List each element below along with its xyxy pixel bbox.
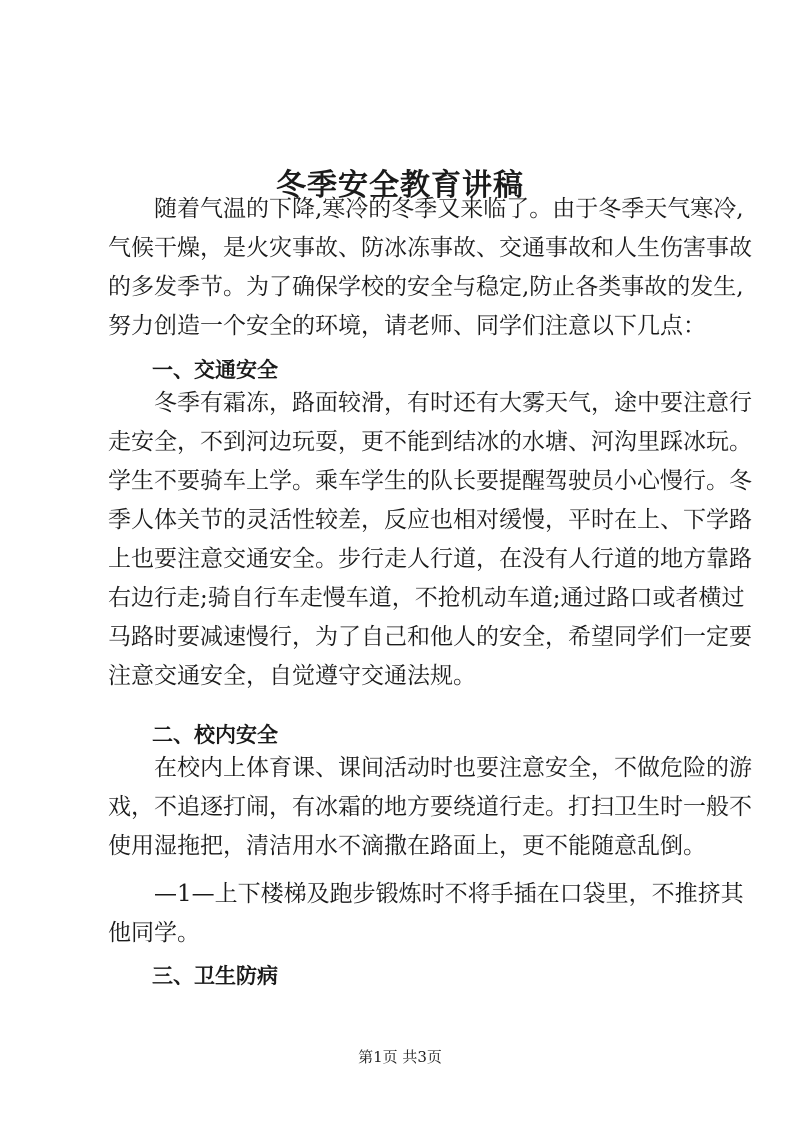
section-heading-hygiene: 三、卫生防病 [152, 963, 278, 988]
text-line: 上也要注意交通安全。步行走人行道，在没有人行道的地方靠路 [108, 546, 752, 572]
text-line: 气候干燥，是火灾事故、防冰冻事故、交通事故和人生伤害事故 [108, 235, 752, 261]
page-footer: 第1页 共3页 [358, 1048, 442, 1066]
text-line: 随着气温的下降,寒冷的冬季又来临了。由于冬季天气寒冷, [108, 196, 744, 222]
text-line: 马路时要减速慢行，为了自己和他人的安全，希望同学们一定要 [108, 624, 752, 650]
traffic-paragraph [108, 384, 752, 696]
document-title: 冬季安全教育讲稿 [276, 168, 524, 204]
text-line: 他同学。 [108, 920, 200, 946]
text-line: 学生不要骑车上学。乘车学生的队长要提醒驾驶员小心慢行。冬 [108, 468, 752, 494]
section-heading-campus: 二、校内安全 [152, 722, 278, 747]
text-line: 冬季有霜冻，路面较滑，有时还有大雾天气，途中要注意行 [108, 390, 752, 416]
text-line: 的多发季节。为了确保学校的安全与稳定,防止各类事故的发生, [108, 274, 744, 300]
text-line: —1—上下楼梯及跑步锻炼时不将手插在口袋里，不推挤其 [108, 881, 744, 907]
text-line: 努力创造一个安全的环境，请老师、同学们注意以下几点： [108, 313, 706, 339]
text-line: 季人体关节的灵活性较差，反应也相对缓慢，平时在上、下学路 [108, 507, 752, 533]
text-line: 走安全，不到河边玩耍，更不能到结冰的水塘、河沟里踩冰玩。 [108, 429, 752, 455]
section-heading-traffic: 一、交通安全 [152, 357, 278, 382]
text-line: 在校内上体育课、课间活动时也要注意安全，不做危险的游 [108, 755, 752, 781]
campus-paragraph [108, 749, 752, 866]
stairs-paragraph [108, 875, 744, 953]
text-line: 注意交通安全，自觉遵守交通法规。 [108, 663, 476, 689]
text-line: 戏，不追逐打闹，有冰霜的地方要绕道行走。打扫卫生时一般不 [108, 794, 752, 820]
intro-paragraph [108, 190, 752, 346]
text-line: 右边行走;骑自行车走慢车道，不抢机动车道;通过路口或者横过 [108, 585, 745, 611]
text-line: 使用湿拖把，清洁用水不滴撒在路面上，更不能随意乱倒。 [108, 833, 706, 859]
